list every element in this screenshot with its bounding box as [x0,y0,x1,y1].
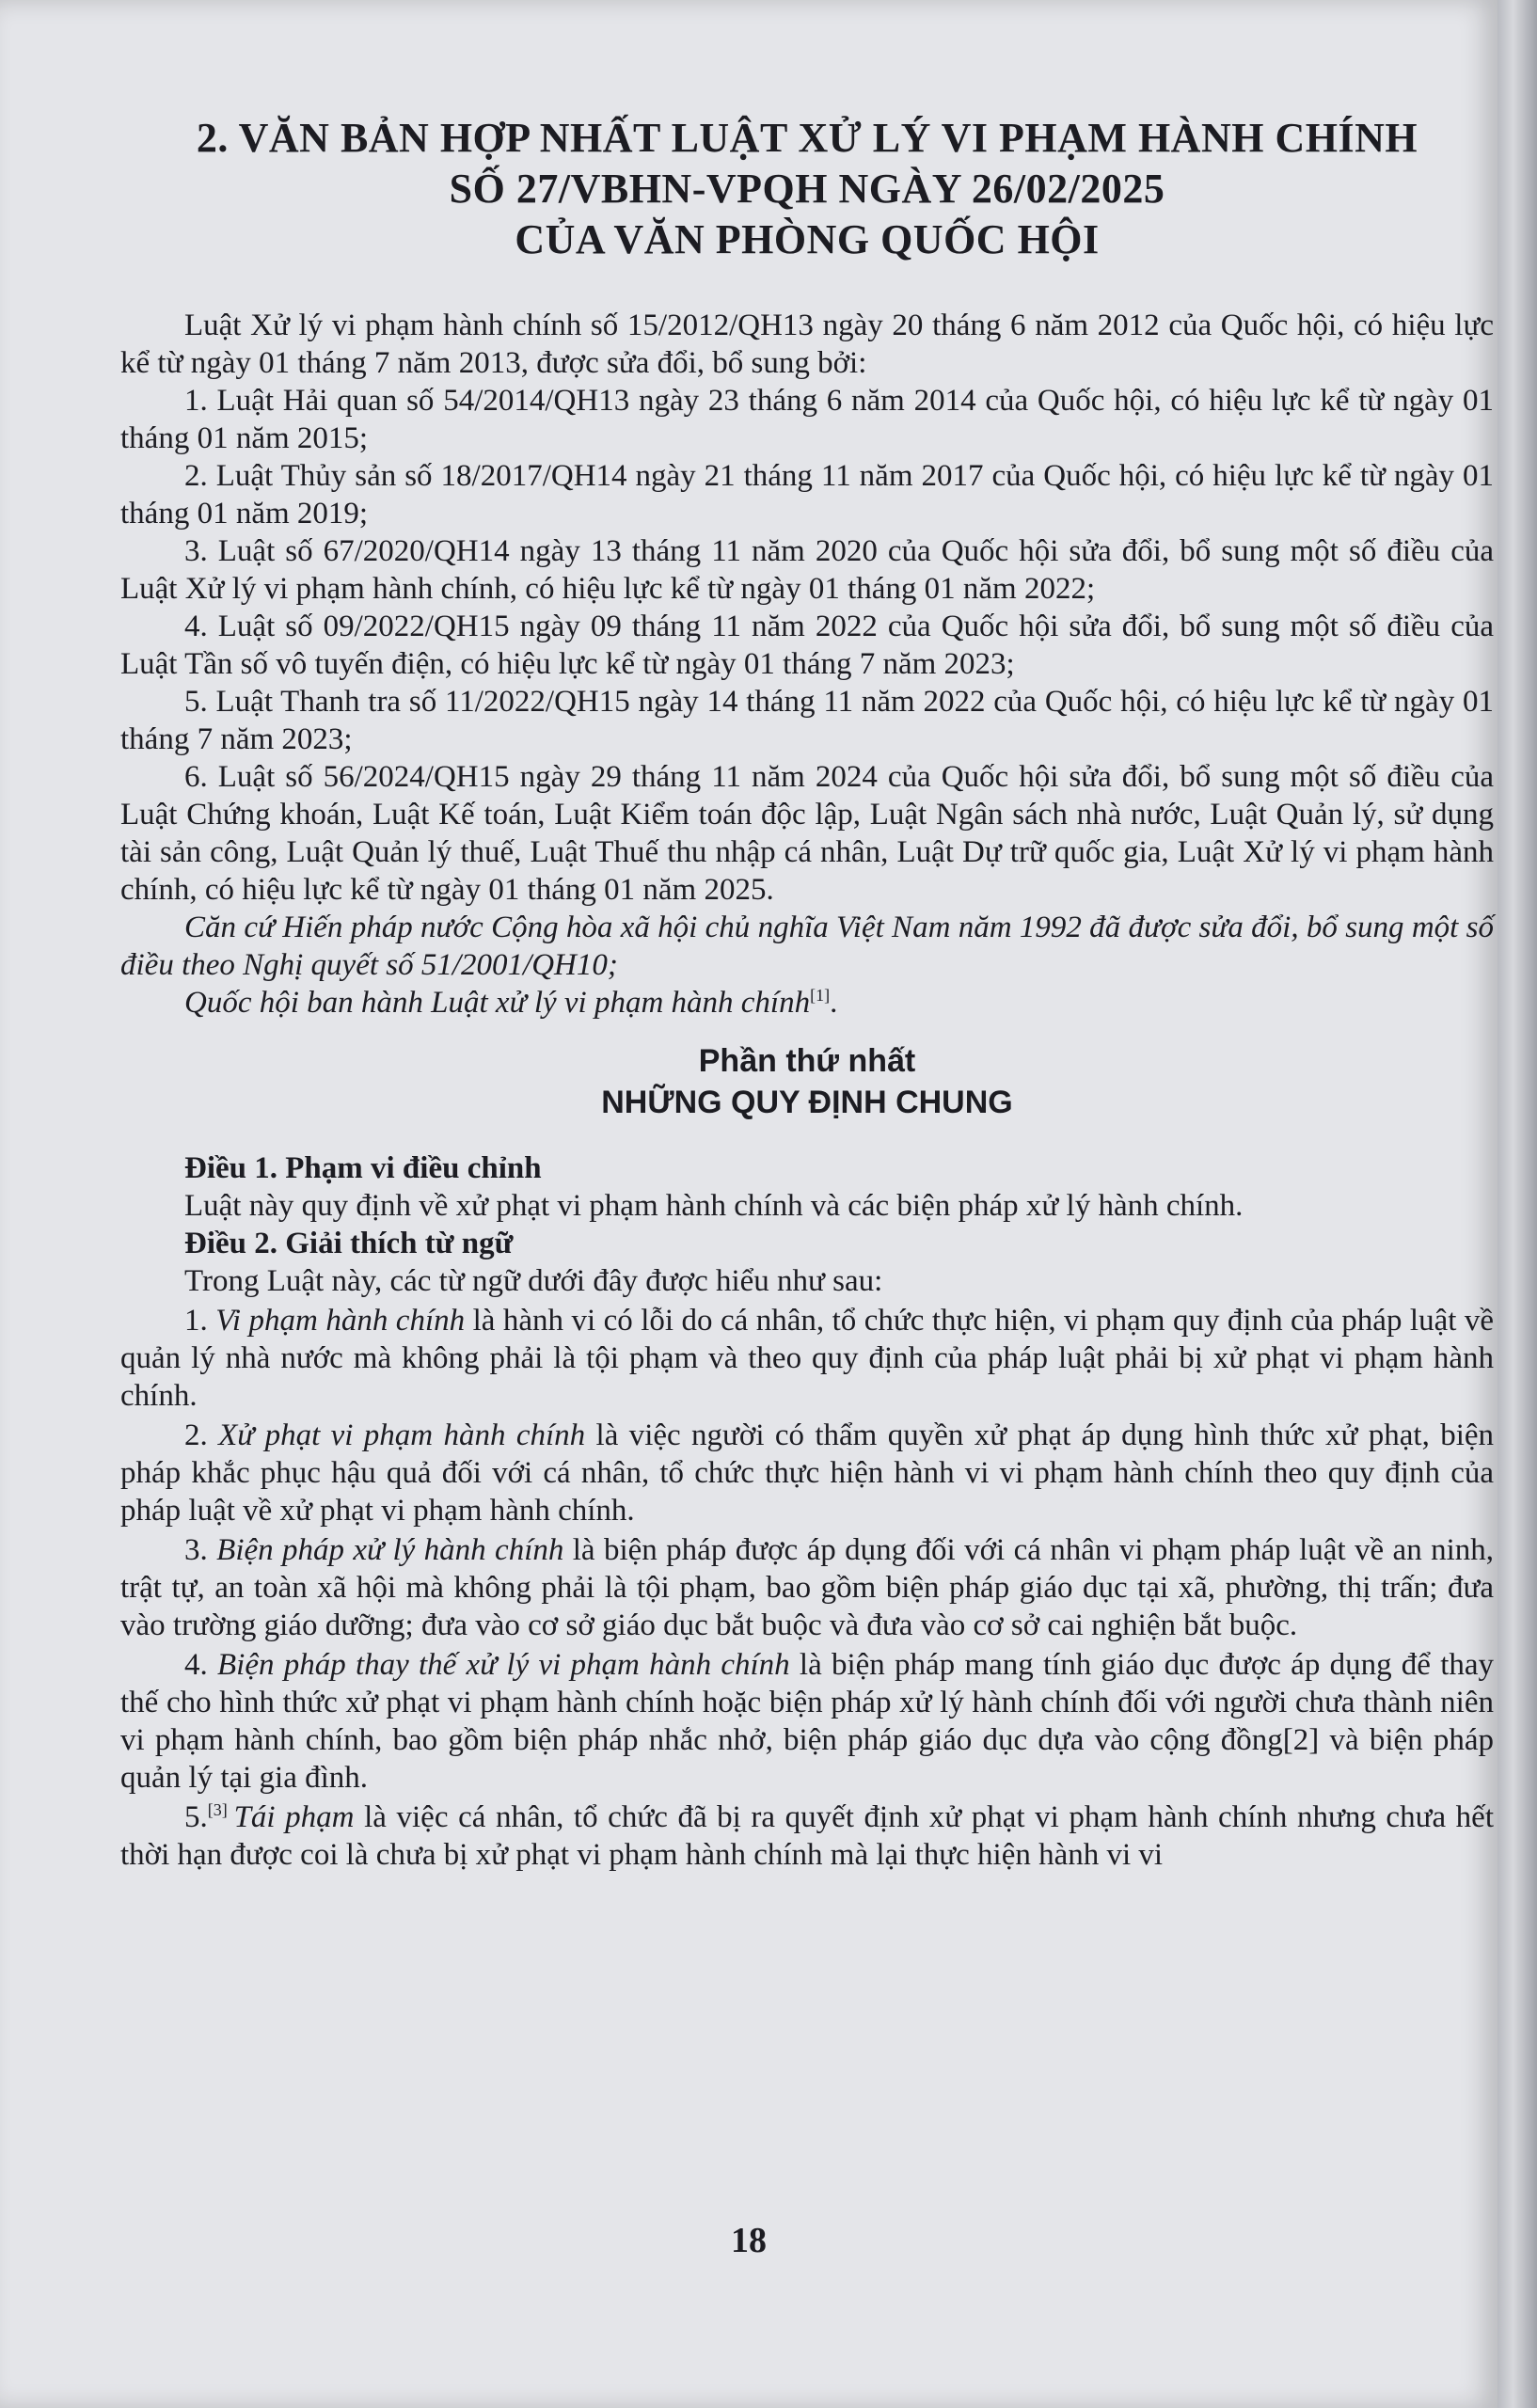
article-2-intro: Trong Luật này, các từ ngữ dưới đây được hiểu như sau: [184,1264,883,1298]
definition-3 [120,1531,1494,1644]
definition-number: 5. [184,1800,208,1834]
definition-text: là hành vi có lỗi do cá nhân, tổ chức thực hiện, vi phạm quy định của pháp luật về quản lý nhà nước mà không phải là tội phạm và theo quy định của pháp luật phải bị xử phạt vi phạm hành chính. [120,1304,1495,1413]
footnote-ref-3[interactable]: [3] [207,1800,234,1819]
definition-text: là việc người có thẩm quyền xử phạt áp dụng hình thức xử phạt, biện pháp khắc phục hậu quả đối với cá nhân, tổ chức thực hiện hành vi vi phạm hành chính theo quy định của pháp luật về xử phạt vi phạm hành chính. [120,1418,1495,1528]
enactment-text: Quốc hội ban hành Luật xử lý vi phạm hành chính [184,986,811,1020]
definition-2 [120,1417,1494,1529]
title-line-2: SỐ 27/VBHN-VPQH NGÀY 26/02/2025 [449,166,1165,212]
definition-number: 3. [184,1533,217,1567]
article-1-text: Luật này quy định về xử phạt vi phạm hành chính và các biện pháp xử lý hành chính. [184,1189,1244,1223]
definition-term: Tái phạm [233,1800,355,1834]
amendment-1: 1. Luật Hải quan số 54/2014/QH13 ngày 23 tháng 6 năm 2014 của Quốc hội, có hiệu lực kể từ ngày 01 tháng 01 năm 2015; [120,384,1494,455]
definition-4 [120,1646,1494,1797]
definition-text: là biện pháp mang tính giáo dục được áp dụng để thay thế cho hình thức xử phạt vi phạm hành chính hoặc biện pháp xử lý hành chính đối với người chưa thành niên vi phạm hành chính, bao gồm biện pháp nhắc nhở, biện pháp giáo dục dựa vào cộng đồng[2] và biện pháp quản lý tại gia đình. [120,1648,1495,1795]
amendment-6: 6. Luật số 56/2024/QH15 ngày 29 tháng 11 năm 2024 của Quốc hội sửa đổi, bổ sung một số điều của Luật Chứng khoán, Luật Kế toán, Luật Kiểm toán độc lập, Luật Ngân sách nhà nước, Luật Quản lý, sử dụng tài sản công, Luật Quản lý thuế, Luật Thuế thu nhập cá nhân, Luật Dự trữ quốc gia, Luật Xử lý vi phạm hành chính, có hiệu lực kể từ ngày 01 tháng 01 năm 2025. [120,760,1494,907]
amendment-3: 3. Luật số 67/2020/QH14 ngày 13 tháng 11 năm 2020 của Quốc hội sửa đổi, bổ sung một số điều của Luật Xử lý vi phạm hành chính, có hiệu lực kể từ ngày 01 tháng 01 năm 2022; [120,534,1494,606]
title-line-1: 2. VĂN BẢN HỢP NHẤT LUẬT XỬ LÝ VI PHẠM HÀNH CHÍNH [196,115,1418,161]
definition-5 [120,1798,1494,1874]
document-title [120,113,1494,265]
part-label: Phần thứ nhất [698,1043,916,1079]
definition-term: Biện pháp thay thế xử lý vi phạm hành chính [217,1648,790,1682]
definition-number: 4. [184,1648,217,1682]
enactment-line: Quốc hội ban hành Luật xử lý vi phạm hành chính[1]. [184,986,838,1020]
amendment-5: 5. Luật Thanh tra số 11/2022/QH15 ngày 14 tháng 11 năm 2022 của Quốc hội, có hiệu lực kể từ ngày 01 tháng 7 năm 2023; [120,685,1494,756]
article-1-heading: Điều 1. Phạm vi điều chỉnh [184,1151,542,1185]
legal-basis: Căn cứ Hiến pháp nước Cộng hòa xã hội chủ nghĩa Việt Nam năm 1992 đã được sửa đổi, bổ sung một số điều theo Nghị quyết số 51/2001/QH10; [120,911,1494,982]
definition-text: là việc cá nhân, tổ chức đã bị ra quyết định xử phạt vi phạm hành chính nhưng chưa hết thời hạn được coi là chưa bị xử phạt vi phạm hành chính mà lại thực hiện hành vi vi [120,1800,1495,1872]
title-line-3: CỦA VĂN PHÒNG QUỐC HỘI [515,216,1100,262]
article-2-heading: Điều 2. Giải thích từ ngữ [184,1227,514,1260]
amendment-2: 2. Luật Thủy sản số 18/2017/QH14 ngày 21 tháng 11 năm 2017 của Quốc hội, có hiệu lực kể từ ngày 01 tháng 01 năm 2019; [120,459,1494,531]
book-page-edge [1497,0,1537,2408]
intro-lead: Luật Xử lý vi phạm hành chính số 15/2012/QH13 ngày 20 tháng 6 năm 2012 của Quốc hội, có hiệu lực kể từ ngày 01 tháng 7 năm 2013, được sửa đổi, bổ sung bởi: [120,309,1494,380]
amendment-4: 4. Luật số 09/2022/QH15 ngày 09 tháng 11 năm 2022 của Quốc hội sửa đổi, bổ sung một số điều của Luật Tần số vô tuyến điện, có hiệu lực kể từ ngày 01 tháng 7 năm 2023; [120,610,1494,681]
part-name: NHỮNG QUY ĐỊNH CHUNG [601,1085,1013,1120]
page-content [120,113,1494,1874]
definition-number: 2. [184,1418,219,1452]
definition-term: Xử phạt vi phạm hành chính [218,1418,586,1452]
page-number: 18 [731,2221,767,2260]
definition-text: là biện pháp được áp dụng đối với cá nhân vi phạm pháp luật về an ninh, trật tự, an toàn xã hội mà không phải là tội phạm, bao gồm biện pháp giáo dục tại xã, phường, thị trấn; đưa vào trường giáo dưỡng; đưa vào cơ sở giáo dục bắt buộc và đưa vào cơ sở cai nghiện bắt buộc. [120,1533,1495,1642]
definition-term: Biện pháp xử lý hành chính [216,1533,564,1567]
definition-term: Vi phạm hành chính [215,1304,466,1338]
definition-1 [120,1302,1494,1415]
footnote-ref-1[interactable]: [1] [810,986,831,1005]
definition-number: 1. [184,1304,216,1338]
